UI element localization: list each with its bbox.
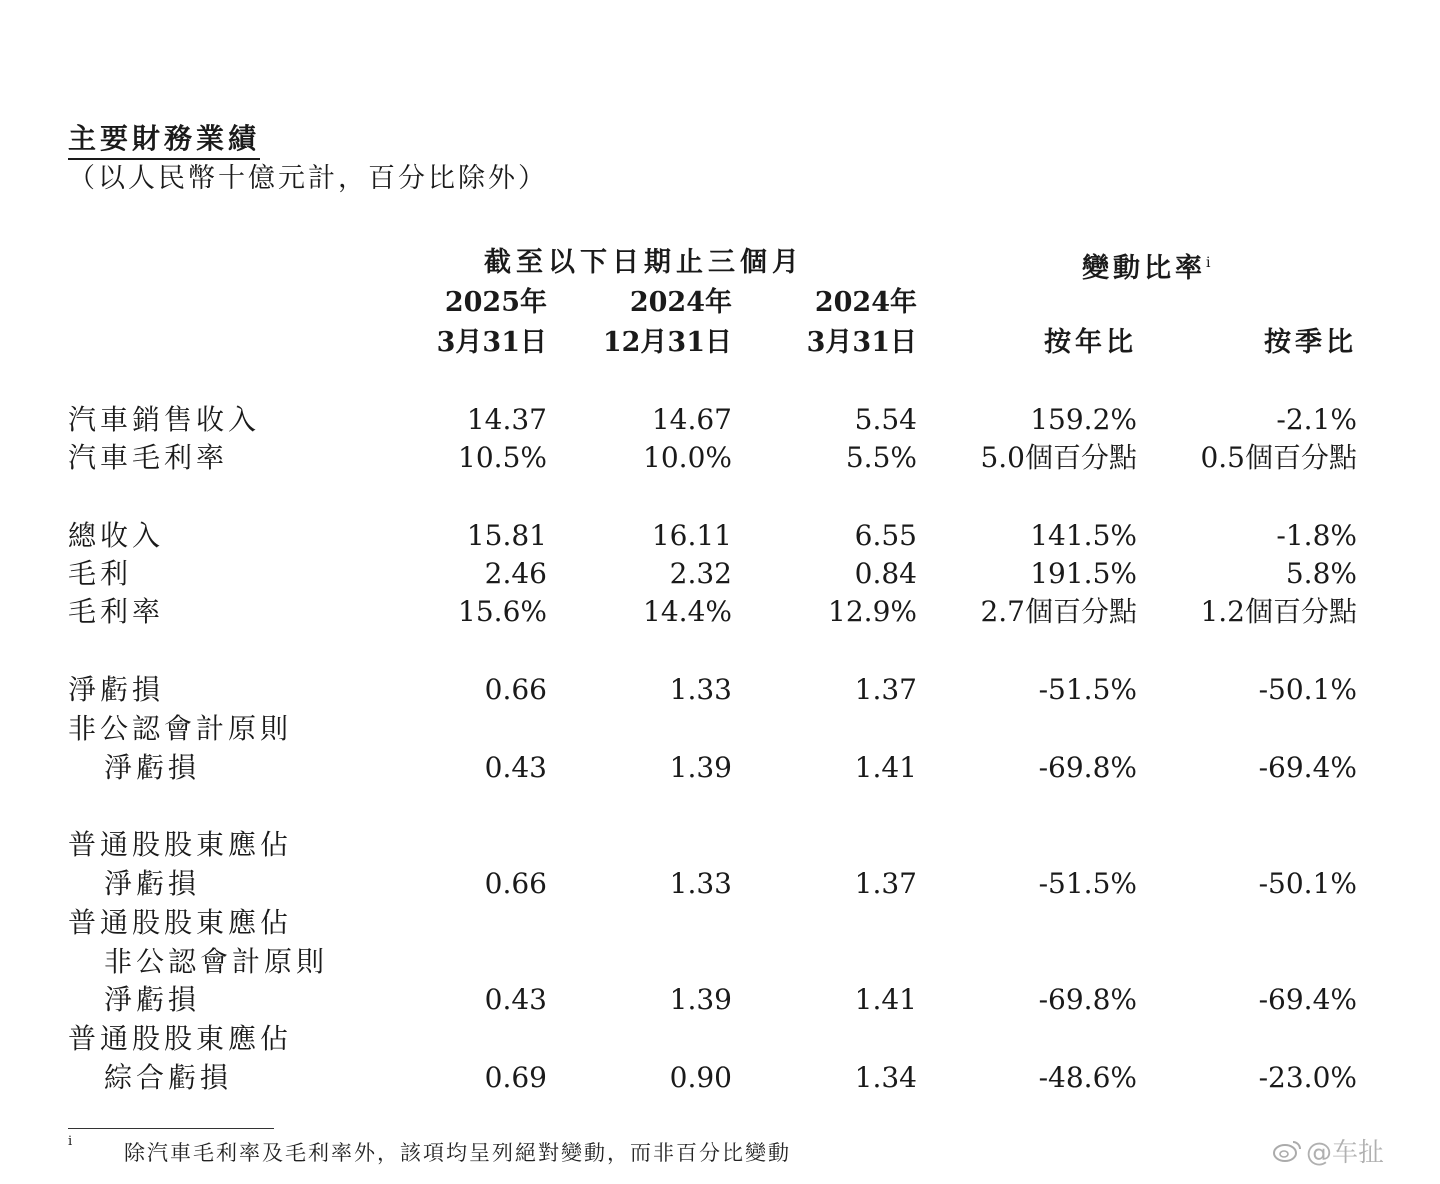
value-2024q1: 6.55 [854,519,917,552]
value-2025q1: 10.5% [458,441,547,474]
col-qoq-header: 按季比 [1264,327,1357,358]
value-2025q1: 2.46 [484,557,547,590]
value-2024q4: 2.32 [669,557,732,590]
value-qoq: -69.4% [1258,751,1357,784]
value-qoq: 1.2個百分點 [1200,595,1357,628]
value-2024q4: 10.0% [643,441,732,474]
value-2024q4: 0.90 [669,1061,732,1094]
value-yoy: -69.8% [1038,751,1137,784]
row-label: 普通股股東應佔 [68,828,293,861]
footnote-divider [68,1128,274,1129]
row-label: 毛利率 [68,595,165,628]
value-2024q4: 14.4% [643,595,732,628]
change-group-header [1082,246,1210,286]
value-2024q1: 1.41 [854,983,917,1016]
value-2025q1: 14.37 [466,403,547,436]
value-qoq: -50.1% [1258,867,1357,900]
value-2024q1: 5.5% [845,441,917,474]
value-2024q1: 1.37 [854,867,917,900]
col2-year: 2024年 [629,287,732,318]
row-label: 毛利 [68,557,133,590]
value-yoy: 159.2% [1030,403,1137,436]
row-sublabel: 非公認會計原則 [104,945,329,978]
row-sublabel: 淨虧損 [104,983,201,1016]
page-subtitle: （以人民幣十億元計，百分比除外） [68,163,548,194]
value-2025q1: 0.43 [484,751,547,784]
change-group-label: 變動比率 [1082,253,1206,284]
row-label: 淨虧損 [68,673,165,706]
value-2024q4: 1.33 [669,673,732,706]
watermark-text: @车扯 [1306,1138,1385,1168]
row-label: 非公認會計原則 [68,712,293,745]
col1-date: 3月31日 [436,327,547,358]
value-2024q1: 5.54 [854,403,917,436]
weibo-icon [1272,1139,1302,1163]
value-2024q4: 1.39 [669,751,732,784]
value-yoy: -51.5% [1038,867,1137,900]
value-qoq: 5.8% [1285,557,1357,590]
value-2025q1: 15.81 [466,519,547,552]
value-2024q4: 1.33 [669,867,732,900]
watermark [1272,1132,1384,1169]
value-yoy: -51.5% [1038,673,1137,706]
row-label: 普通股股東應佔 [68,906,293,939]
value-2024q1: 12.9% [828,595,917,628]
value-yoy: 141.5% [1030,519,1137,552]
value-qoq: -1.8% [1276,519,1357,552]
value-qoq: 0.5個百分點 [1200,441,1357,474]
row-label: 汽車毛利率 [68,441,229,474]
value-2024q4: 1.39 [669,983,732,1016]
col3-date: 3月31日 [806,327,917,358]
value-yoy: 2.7個百分點 [980,595,1137,628]
row-sublabel: 綜合虧損 [104,1061,233,1094]
period-group-header: 截至以下日期止三個月 [484,247,804,278]
value-2024q1: 1.34 [854,1061,917,1094]
col-yoy-header: 按年比 [1044,327,1137,358]
value-qoq: -23.0% [1258,1061,1357,1094]
value-2024q4: 14.67 [651,403,732,436]
footnote-text: 除汽車毛利率及毛利率外，該項均呈列絕對變動，而非百分比變動 [124,1141,791,1165]
value-2024q4: 16.11 [651,519,732,552]
value-2025q1: 0.66 [484,867,547,900]
row-label: 汽車銷售收入 [68,403,261,436]
value-qoq: -50.1% [1258,673,1357,706]
col2-date: 12月31日 [602,327,732,358]
value-2025q1: 0.43 [484,983,547,1016]
value-yoy: 5.0個百分點 [980,441,1137,474]
footnote-reference: i [1206,255,1211,271]
value-2024q1: 0.84 [854,557,917,590]
row-sublabel: 淨虧損 [104,867,201,900]
row-sublabel: 淨虧損 [104,751,201,784]
value-2025q1: 0.66 [484,673,547,706]
value-2024q1: 1.41 [854,751,917,784]
col1-year: 2025年 [444,287,547,318]
value-yoy: -48.6% [1038,1061,1137,1094]
value-2025q1: 0.69 [484,1061,547,1094]
col3-year: 2024年 [814,287,917,318]
value-yoy: 191.5% [1030,557,1137,590]
value-qoq: -2.1% [1276,403,1357,436]
value-2025q1: 15.6% [458,595,547,628]
value-qoq: -69.4% [1258,983,1357,1016]
value-yoy: -69.8% [1038,983,1137,1016]
footnote-mark: i [68,1134,73,1149]
row-label: 總收入 [68,519,165,552]
row-label: 普通股股東應佔 [68,1022,293,1055]
value-2024q1: 1.37 [854,673,917,706]
page-title: 主要財務業績 [68,122,260,160]
